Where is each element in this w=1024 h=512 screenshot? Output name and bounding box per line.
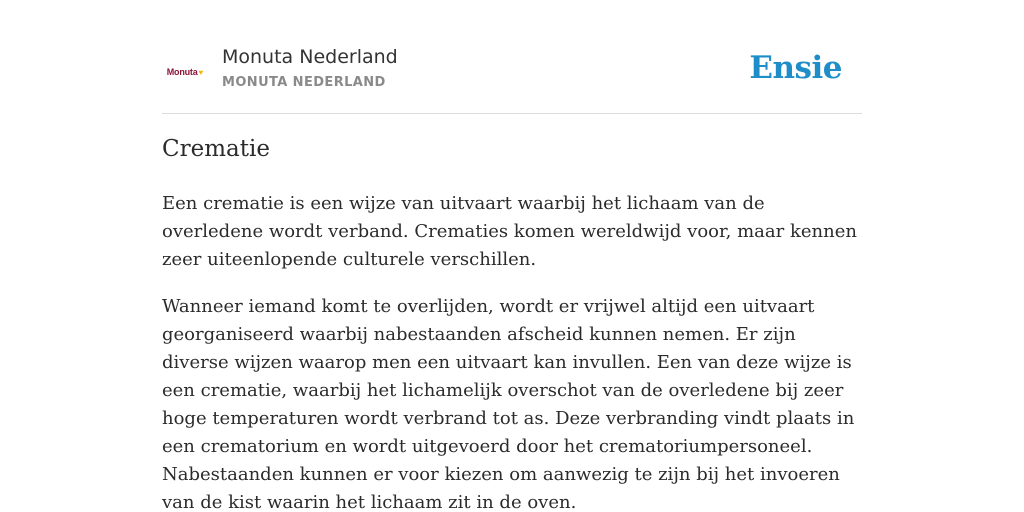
article-paragraph: Een crematie is een wijze van uitvaart waarbij het lichaam van de overledene wordt verband. Crematies komen wereldwijd voor, maar kennen zeer uiteenlopende culturele verschillen. (162, 193, 857, 270)
heart-icon: ♥ (198, 67, 204, 77)
article-paragraph: Wanneer iemand komt te overlijden, wordt er vrijwel altijd een uitvaart georganiseerd waarbij nabestaanden afscheid kunnen nemen. Er zijn diverse wijzen waarop men een uitvaart kan invullen. Een van deze wijze is een crematie, waarbij het lichamelijk overschot van de overledene bij zeer hoge temperaturen wordt verbrand tot as. Deze verbranding vindt plaats in een crematorium en wordt uitgevoerd door het crematoriumpersoneel. Nabestaanden kunnen er voor kiezen om aanwezig te zijn bij het invoeren van de kist waarin het lichaam zit in de oven. (162, 296, 855, 512)
logo-text: Monuta (166, 67, 198, 77)
brand-logo-link[interactable]: Ensie (749, 50, 842, 86)
header (162, 40, 862, 114)
article-title: Crematie (162, 136, 270, 162)
organization-name[interactable]: Monuta Nederland (222, 46, 398, 68)
article-body (162, 190, 866, 512)
organization-subtitle: MONUTA NEDERLAND (222, 75, 386, 90)
organization-logo[interactable] (162, 50, 208, 94)
